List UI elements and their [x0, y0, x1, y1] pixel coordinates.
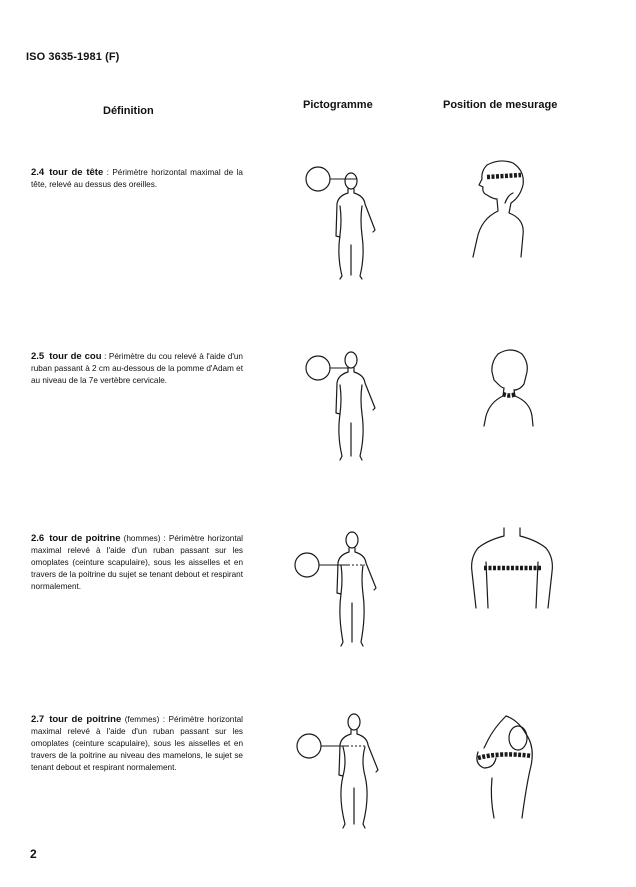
page-number: 2 [30, 847, 37, 861]
position-head-circumference [465, 155, 535, 260]
pictogram-neck-circumference [302, 348, 384, 463]
entry-number: 2.7 [31, 714, 45, 725]
pictogram-chest-men [293, 528, 385, 650]
entry-term: tour de poitrine [49, 533, 121, 544]
entry-term: tour de tête [49, 167, 104, 178]
entry-number: 2.5 [31, 351, 45, 362]
pictogram-head-circumference [298, 160, 380, 282]
entry-text: : Périmètre du cou relevé à l'aide d'un ruban passant à 2 cm au-dessous de la pomme d'Adam et au niveau de la 7e vertèbre cervicale. [31, 352, 243, 385]
column-header-definition: Définition [103, 105, 154, 117]
entry-term: tour de cou [49, 351, 102, 362]
column-header-position: Position de mesurage [443, 99, 558, 111]
position-neck-circumference [478, 346, 538, 428]
entry-text: (hommes) : Périmètre horizontal maximal relevé à l'aide d'un ruban passant sur les omoplates (ceinture scapulaire), sous les aisselles et en travers de la poitrine du sujet se tenant debout et respirant normalement. [31, 534, 243, 591]
pictogram-chest-women [295, 710, 387, 832]
document-id: ISO 3635-1981 (F) [26, 51, 120, 63]
entry-2-7 [31, 714, 243, 774]
column-header-pictogram: Pictogramme [303, 99, 373, 111]
position-chest-men [468, 522, 558, 612]
entry-number: 2.4 [31, 167, 45, 178]
entry-text: : Périmètre horizontal maximal de la tête, relevé au dessus des oreilles. [31, 168, 243, 189]
entry-number: 2.6 [31, 533, 45, 544]
entry-2-4 [31, 167, 243, 191]
entry-term: tour de poitrine [49, 714, 122, 725]
position-chest-women [470, 712, 550, 822]
entry-text: (femmes) : Périmètre horizontal maximal relevé à l'aide d'un ruban passant sur les omoplates (ceinture scapulaire), sous les aisselles et en travers de la poitrine au niveau des mamelons, le sujet se tenant debout et respirant normalement. [31, 715, 243, 772]
entry-2-5 [31, 351, 243, 387]
entry-2-6 [31, 533, 243, 593]
